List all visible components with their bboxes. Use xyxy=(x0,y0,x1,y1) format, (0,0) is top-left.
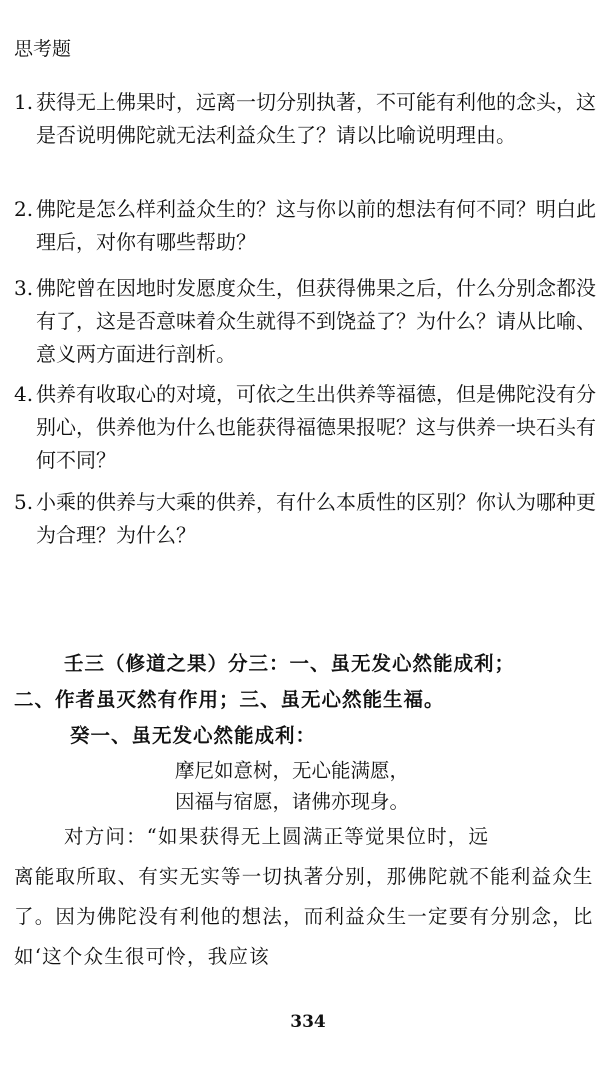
question-text: 佛陀是怎么样利益众生的？这与你以前的想法有何不同？明白此理后，对你有哪些帮助？ xyxy=(36,197,596,254)
page-number: 334 xyxy=(290,1012,326,1032)
question-4 xyxy=(14,378,604,477)
question-text: 小乘的供养与大乘的供养，有什么本质性的区别？你认为哪种更为合理？为什么？ xyxy=(36,490,596,547)
question-text: 供养有收取心的对境，可依之生出供养等福德，但是佛陀没有分别心，供养他为什么也能获得福德果报呢？这与供养一块石头有何不同？ xyxy=(36,382,596,472)
question-2 xyxy=(14,193,604,259)
paragraph-body: 离能取所取、有实无实等一切执著分别，那佛陀就不能利益众生了。因为佛陀没有利他的想法，而利益众生一定要有分别念，比如‘这个众生很可怜，我应该 xyxy=(14,865,594,968)
section-heading-line-2: 二、作者虽灭然有作用；三、虽无心然能生福。 xyxy=(14,688,445,711)
section-heading-line-1: 壬三（修道之果）分三：一、虽无发心然能成利； xyxy=(64,652,516,675)
question-3 xyxy=(14,272,604,371)
subsection-heading: 癸一、虽无发心然能成利： xyxy=(70,724,317,747)
verse-line-2: 因福与宿愿，诸佛亦现身。 xyxy=(175,790,410,813)
question-number: 1. xyxy=(14,90,34,114)
question-text: 佛陀曾在因地时发愿度众生，但获得佛果之后，什么分别念都没有了，这是否意味着众生就得不到饶益了？为什么？请从比喻、意义两方面进行剖析。 xyxy=(36,276,596,366)
section-heading xyxy=(14,646,604,718)
commentary-paragraph xyxy=(14,817,608,977)
question-text: 获得无上佛果时，远离一切分别执著，不可能有利他的念头，这是否说明佛陀就无法利益众生了？请以比喻说明理由。 xyxy=(36,90,596,147)
question-number: 2. xyxy=(14,197,34,221)
question-number: 5. xyxy=(14,490,34,514)
question-5 xyxy=(14,486,604,552)
question-1 xyxy=(14,86,604,152)
paragraph-first-line: 对方问：“如果获得无上圆满正等觉果位时，远 xyxy=(64,825,490,848)
question-number: 4. xyxy=(14,382,34,406)
verse-line-1: 摩尼如意树，无心能满愿， xyxy=(175,759,410,782)
question-number: 3. xyxy=(14,276,34,300)
study-questions-heading: 思考题 xyxy=(14,38,72,60)
